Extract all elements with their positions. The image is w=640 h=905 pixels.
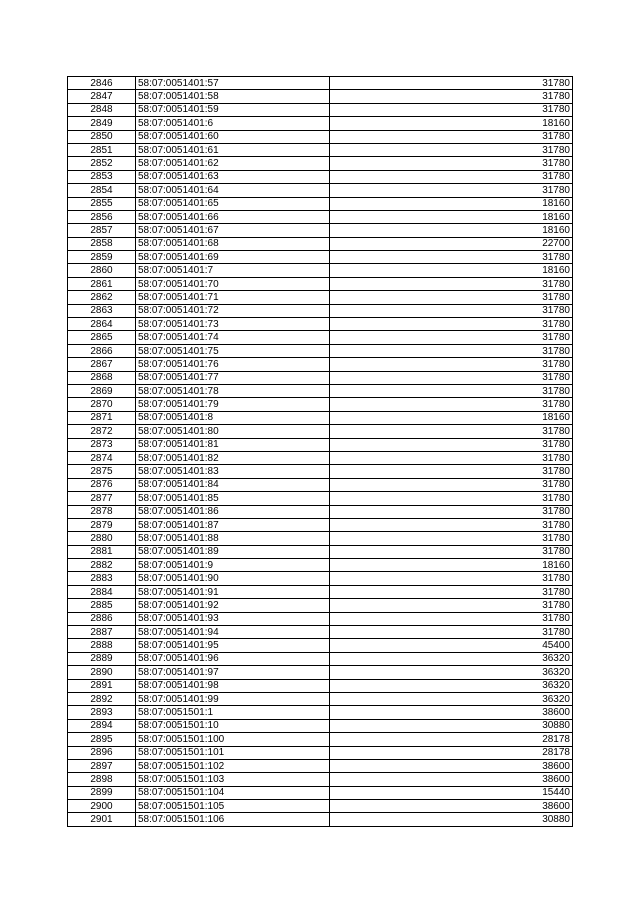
table-body bbox=[68, 77, 573, 827]
table-row bbox=[68, 438, 573, 451]
value-cell: 18160 bbox=[330, 264, 573, 277]
cadastral-number-cell: 58:07:0051401:72 bbox=[136, 304, 330, 317]
cadastral-number-cell: 58:07:0051401:91 bbox=[136, 585, 330, 598]
cadastral-number-cell: 58:07:0051401:66 bbox=[136, 210, 330, 223]
table-row bbox=[68, 90, 573, 103]
cadastral-number-cell: 58:07:0051401:94 bbox=[136, 626, 330, 639]
value-cell: 31780 bbox=[330, 77, 573, 90]
row-number-cell: 2851 bbox=[68, 143, 136, 156]
row-number-cell: 2856 bbox=[68, 210, 136, 223]
value-cell: 38600 bbox=[330, 773, 573, 786]
value-cell: 31780 bbox=[330, 318, 573, 331]
row-number-cell: 2878 bbox=[68, 505, 136, 518]
value-cell: 31780 bbox=[330, 251, 573, 264]
data-table bbox=[67, 76, 573, 827]
cadastral-number-cell: 58:07:0051401:86 bbox=[136, 505, 330, 518]
table-row bbox=[68, 532, 573, 545]
table-row bbox=[68, 813, 573, 826]
table-row bbox=[68, 692, 573, 705]
value-cell: 31780 bbox=[330, 277, 573, 290]
cadastral-number-cell: 58:07:0051401:80 bbox=[136, 425, 330, 438]
row-number-cell: 2848 bbox=[68, 103, 136, 116]
row-number-cell: 2894 bbox=[68, 719, 136, 732]
table-row bbox=[68, 478, 573, 491]
value-cell: 31780 bbox=[330, 612, 573, 625]
value-cell: 28178 bbox=[330, 746, 573, 759]
cadastral-number-cell: 58:07:0051401:73 bbox=[136, 318, 330, 331]
table-row bbox=[68, 585, 573, 598]
table-row bbox=[68, 130, 573, 143]
cadastral-number-cell: 58:07:0051401:6 bbox=[136, 117, 330, 130]
table-row bbox=[68, 773, 573, 786]
table-row bbox=[68, 425, 573, 438]
row-number-cell: 2897 bbox=[68, 759, 136, 772]
value-cell: 18160 bbox=[330, 210, 573, 223]
cadastral-number-cell: 58:07:0051401:75 bbox=[136, 344, 330, 357]
value-cell: 31780 bbox=[330, 451, 573, 464]
row-number-cell: 2889 bbox=[68, 652, 136, 665]
table-row bbox=[68, 639, 573, 652]
table-row bbox=[68, 251, 573, 264]
cadastral-number-cell: 58:07:0051401:77 bbox=[136, 371, 330, 384]
table-row bbox=[68, 197, 573, 210]
table-row bbox=[68, 77, 573, 90]
value-cell: 18160 bbox=[330, 559, 573, 572]
row-number-cell: 2876 bbox=[68, 478, 136, 491]
cadastral-number-cell: 58:07:0051401:90 bbox=[136, 572, 330, 585]
row-number-cell: 2890 bbox=[68, 666, 136, 679]
cadastral-number-cell: 58:07:0051401:58 bbox=[136, 90, 330, 103]
cadastral-number-cell: 58:07:0051401:87 bbox=[136, 518, 330, 531]
row-number-cell: 2853 bbox=[68, 170, 136, 183]
value-cell: 31780 bbox=[330, 304, 573, 317]
value-cell: 28178 bbox=[330, 733, 573, 746]
table-row bbox=[68, 599, 573, 612]
row-number-cell: 2846 bbox=[68, 77, 136, 90]
value-cell: 30880 bbox=[330, 719, 573, 732]
value-cell: 31780 bbox=[330, 465, 573, 478]
row-number-cell: 2895 bbox=[68, 733, 136, 746]
table-row bbox=[68, 786, 573, 799]
row-number-cell: 2899 bbox=[68, 786, 136, 799]
cadastral-number-cell: 58:07:0051501:1 bbox=[136, 706, 330, 719]
value-cell: 31780 bbox=[330, 90, 573, 103]
value-cell: 38600 bbox=[330, 759, 573, 772]
table-row bbox=[68, 451, 573, 464]
value-cell: 31780 bbox=[330, 170, 573, 183]
table-row bbox=[68, 666, 573, 679]
row-number-cell: 2871 bbox=[68, 411, 136, 424]
table-row bbox=[68, 237, 573, 250]
value-cell: 31780 bbox=[330, 344, 573, 357]
cadastral-number-cell: 58:07:0051501:100 bbox=[136, 733, 330, 746]
row-number-cell: 2891 bbox=[68, 679, 136, 692]
table-row bbox=[68, 304, 573, 317]
value-cell: 31780 bbox=[330, 384, 573, 397]
row-number-cell: 2867 bbox=[68, 358, 136, 371]
value-cell: 31780 bbox=[330, 103, 573, 116]
row-number-cell: 2866 bbox=[68, 344, 136, 357]
value-cell: 36320 bbox=[330, 666, 573, 679]
table-row bbox=[68, 143, 573, 156]
table-row bbox=[68, 465, 573, 478]
cadastral-number-cell: 58:07:0051401:96 bbox=[136, 652, 330, 665]
cadastral-number-cell: 58:07:0051501:106 bbox=[136, 813, 330, 826]
table-row bbox=[68, 759, 573, 772]
row-number-cell: 2888 bbox=[68, 639, 136, 652]
cadastral-number-cell: 58:07:0051401:79 bbox=[136, 398, 330, 411]
row-number-cell: 2857 bbox=[68, 224, 136, 237]
value-cell: 45400 bbox=[330, 639, 573, 652]
table-row bbox=[68, 733, 573, 746]
value-cell: 30880 bbox=[330, 813, 573, 826]
value-cell: 38600 bbox=[330, 800, 573, 813]
row-number-cell: 2885 bbox=[68, 599, 136, 612]
value-cell: 36320 bbox=[330, 679, 573, 692]
table-row bbox=[68, 559, 573, 572]
value-cell: 31780 bbox=[330, 184, 573, 197]
cadastral-number-cell: 58:07:0051501:103 bbox=[136, 773, 330, 786]
cadastral-number-cell: 58:07:0051401:71 bbox=[136, 291, 330, 304]
cadastral-number-cell: 58:07:0051401:8 bbox=[136, 411, 330, 424]
table-row bbox=[68, 626, 573, 639]
row-number-cell: 2896 bbox=[68, 746, 136, 759]
cadastral-number-cell: 58:07:0051501:10 bbox=[136, 719, 330, 732]
value-cell: 31780 bbox=[330, 626, 573, 639]
cadastral-number-cell: 58:07:0051401:67 bbox=[136, 224, 330, 237]
row-number-cell: 2854 bbox=[68, 184, 136, 197]
row-number-cell: 2884 bbox=[68, 585, 136, 598]
table-row bbox=[68, 264, 573, 277]
table-row bbox=[68, 384, 573, 397]
value-cell: 31780 bbox=[330, 572, 573, 585]
table-row bbox=[68, 411, 573, 424]
cadastral-number-cell: 58:07:0051401:74 bbox=[136, 331, 330, 344]
cadastral-number-cell: 58:07:0051501:104 bbox=[136, 786, 330, 799]
value-cell: 31780 bbox=[330, 130, 573, 143]
cadastral-number-cell: 58:07:0051401:98 bbox=[136, 679, 330, 692]
cadastral-number-cell: 58:07:0051501:102 bbox=[136, 759, 330, 772]
value-cell: 31780 bbox=[330, 492, 573, 505]
table-row bbox=[68, 170, 573, 183]
table-row bbox=[68, 344, 573, 357]
row-number-cell: 2870 bbox=[68, 398, 136, 411]
value-cell: 31780 bbox=[330, 585, 573, 598]
row-number-cell: 2872 bbox=[68, 425, 136, 438]
table-row bbox=[68, 117, 573, 130]
row-number-cell: 2847 bbox=[68, 90, 136, 103]
cadastral-number-cell: 58:07:0051401:81 bbox=[136, 438, 330, 451]
value-cell: 36320 bbox=[330, 652, 573, 665]
value-cell: 31780 bbox=[330, 291, 573, 304]
table-row bbox=[68, 358, 573, 371]
table-row bbox=[68, 800, 573, 813]
table-row bbox=[68, 210, 573, 223]
row-number-cell: 2852 bbox=[68, 157, 136, 170]
row-number-cell: 2880 bbox=[68, 532, 136, 545]
cadastral-number-cell: 58:07:0051401:70 bbox=[136, 277, 330, 290]
value-cell: 31780 bbox=[330, 157, 573, 170]
row-number-cell: 2859 bbox=[68, 251, 136, 264]
value-cell: 22700 bbox=[330, 237, 573, 250]
cadastral-number-cell: 58:07:0051401:92 bbox=[136, 599, 330, 612]
value-cell: 36320 bbox=[330, 692, 573, 705]
value-cell: 31780 bbox=[330, 425, 573, 438]
row-number-cell: 2850 bbox=[68, 130, 136, 143]
row-number-cell: 2886 bbox=[68, 612, 136, 625]
table-row bbox=[68, 612, 573, 625]
value-cell: 18160 bbox=[330, 197, 573, 210]
table-row bbox=[68, 291, 573, 304]
cadastral-number-cell: 58:07:0051401:78 bbox=[136, 384, 330, 397]
value-cell: 15440 bbox=[330, 786, 573, 799]
value-cell: 31780 bbox=[330, 518, 573, 531]
row-number-cell: 2874 bbox=[68, 451, 136, 464]
cadastral-number-cell: 58:07:0051401:59 bbox=[136, 103, 330, 116]
cadastral-number-cell: 58:07:0051401:89 bbox=[136, 545, 330, 558]
value-cell: 31780 bbox=[330, 545, 573, 558]
cadastral-number-cell: 58:07:0051401:68 bbox=[136, 237, 330, 250]
cadastral-number-cell: 58:07:0051401:64 bbox=[136, 184, 330, 197]
table-row bbox=[68, 318, 573, 331]
row-number-cell: 2873 bbox=[68, 438, 136, 451]
row-number-cell: 2869 bbox=[68, 384, 136, 397]
row-number-cell: 2861 bbox=[68, 277, 136, 290]
table-row bbox=[68, 371, 573, 384]
table-row bbox=[68, 331, 573, 344]
value-cell: 18160 bbox=[330, 117, 573, 130]
table-row bbox=[68, 719, 573, 732]
row-number-cell: 2868 bbox=[68, 371, 136, 384]
cadastral-number-cell: 58:07:0051501:105 bbox=[136, 800, 330, 813]
row-number-cell: 2855 bbox=[68, 197, 136, 210]
row-number-cell: 2892 bbox=[68, 692, 136, 705]
cadastral-number-cell: 58:07:0051401:69 bbox=[136, 251, 330, 264]
value-cell: 31780 bbox=[330, 358, 573, 371]
table-row bbox=[68, 679, 573, 692]
value-cell: 31780 bbox=[330, 599, 573, 612]
value-cell: 31780 bbox=[330, 398, 573, 411]
cadastral-number-cell: 58:07:0051401:97 bbox=[136, 666, 330, 679]
value-cell: 38600 bbox=[330, 706, 573, 719]
cadastral-number-cell: 58:07:0051401:82 bbox=[136, 451, 330, 464]
cadastral-number-cell: 58:07:0051501:101 bbox=[136, 746, 330, 759]
row-number-cell: 2879 bbox=[68, 518, 136, 531]
value-cell: 18160 bbox=[330, 411, 573, 424]
cadastral-number-cell: 58:07:0051401:95 bbox=[136, 639, 330, 652]
table-row bbox=[68, 746, 573, 759]
value-cell: 18160 bbox=[330, 224, 573, 237]
table-row bbox=[68, 706, 573, 719]
table-row bbox=[68, 518, 573, 531]
cadastral-number-cell: 58:07:0051401:88 bbox=[136, 532, 330, 545]
table-row bbox=[68, 572, 573, 585]
row-number-cell: 2860 bbox=[68, 264, 136, 277]
value-cell: 31780 bbox=[330, 438, 573, 451]
row-number-cell: 2893 bbox=[68, 706, 136, 719]
row-number-cell: 2900 bbox=[68, 800, 136, 813]
cadastral-number-cell: 58:07:0051401:57 bbox=[136, 77, 330, 90]
value-cell: 31780 bbox=[330, 505, 573, 518]
value-cell: 31780 bbox=[330, 532, 573, 545]
value-cell: 31780 bbox=[330, 371, 573, 384]
table-row bbox=[68, 103, 573, 116]
row-number-cell: 2849 bbox=[68, 117, 136, 130]
table-row bbox=[68, 224, 573, 237]
cadastral-number-cell: 58:07:0051401:62 bbox=[136, 157, 330, 170]
cadastral-number-cell: 58:07:0051401:85 bbox=[136, 492, 330, 505]
row-number-cell: 2864 bbox=[68, 318, 136, 331]
row-number-cell: 2898 bbox=[68, 773, 136, 786]
row-number-cell: 2863 bbox=[68, 304, 136, 317]
cadastral-number-cell: 58:07:0051401:60 bbox=[136, 130, 330, 143]
value-cell: 31780 bbox=[330, 331, 573, 344]
row-number-cell: 2881 bbox=[68, 545, 136, 558]
cadastral-number-cell: 58:07:0051401:83 bbox=[136, 465, 330, 478]
table-row bbox=[68, 492, 573, 505]
cadastral-number-cell: 58:07:0051401:63 bbox=[136, 170, 330, 183]
table-row bbox=[68, 184, 573, 197]
row-number-cell: 2882 bbox=[68, 559, 136, 572]
table-row bbox=[68, 157, 573, 170]
row-number-cell: 2877 bbox=[68, 492, 136, 505]
cadastral-number-cell: 58:07:0051401:65 bbox=[136, 197, 330, 210]
table-row bbox=[68, 398, 573, 411]
row-number-cell: 2883 bbox=[68, 572, 136, 585]
value-cell: 31780 bbox=[330, 143, 573, 156]
cadastral-number-cell: 58:07:0051401:9 bbox=[136, 559, 330, 572]
cadastral-number-cell: 58:07:0051401:7 bbox=[136, 264, 330, 277]
row-number-cell: 2862 bbox=[68, 291, 136, 304]
cadastral-number-cell: 58:07:0051401:99 bbox=[136, 692, 330, 705]
cadastral-number-cell: 58:07:0051401:76 bbox=[136, 358, 330, 371]
row-number-cell: 2875 bbox=[68, 465, 136, 478]
cadastral-number-cell: 58:07:0051401:93 bbox=[136, 612, 330, 625]
row-number-cell: 2887 bbox=[68, 626, 136, 639]
table-row bbox=[68, 652, 573, 665]
cadastral-number-cell: 58:07:0051401:61 bbox=[136, 143, 330, 156]
value-cell: 31780 bbox=[330, 478, 573, 491]
table-row bbox=[68, 277, 573, 290]
table-row bbox=[68, 545, 573, 558]
table-row bbox=[68, 505, 573, 518]
row-number-cell: 2865 bbox=[68, 331, 136, 344]
cadastral-number-cell: 58:07:0051401:84 bbox=[136, 478, 330, 491]
row-number-cell: 2858 bbox=[68, 237, 136, 250]
row-number-cell: 2901 bbox=[68, 813, 136, 826]
